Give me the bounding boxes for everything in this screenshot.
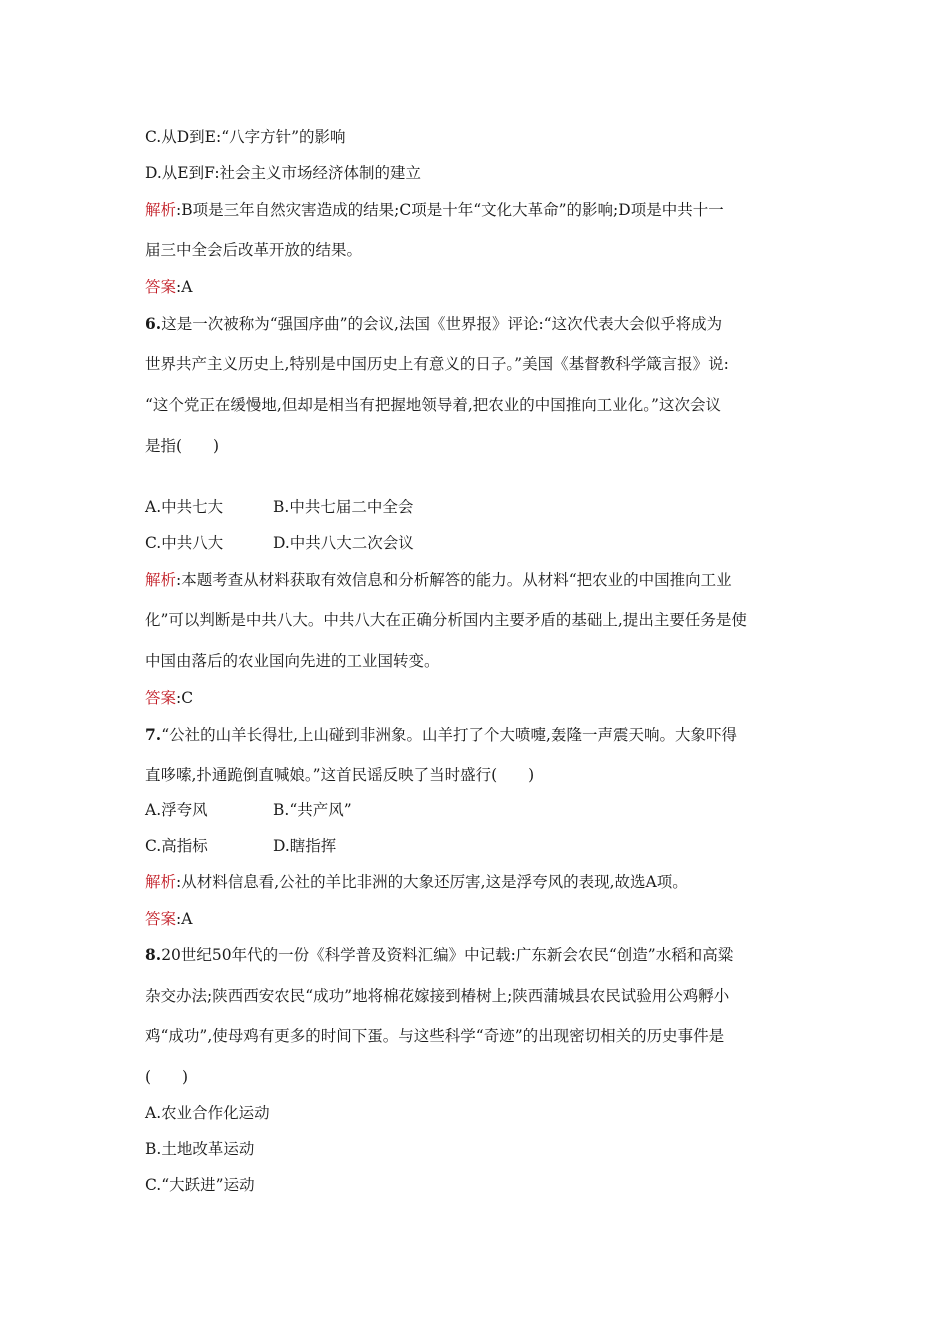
q6-number: 6. (145, 314, 162, 333)
q7-analysis: 解析:从材料信息看,公社的羊比非洲的大象还厉害,这是浮夸风的表现,故选A项。 (145, 873, 688, 891)
q6-stem-line-2: 世界共产主义历史上,特别是中国历史上有意义的日子。”美国《基督教科学箴言报》说: (145, 355, 729, 373)
answer-label: 答案 (145, 689, 177, 707)
q7-answer: 答案:A (145, 910, 193, 928)
q6-option-a: A.中共七大 (145, 498, 224, 516)
q8-stem-line-3: 鸡“成功”,使母鸡有更多的时间下蛋。与这些科学“奇迹”的出现密切相关的历史事件是 (145, 1027, 725, 1045)
q7-stem-line-2: 直哆嗦,扑通跪倒直喊娘。”这首民谣反映了当时盛行( ) (145, 766, 535, 784)
q6-analysis: 解析:本题考查从材料获取有效信息和分析解答的能力。从材料“把农业的中国推向工业 (145, 571, 732, 589)
q6-option-b: B.中共七届二中全会 (273, 498, 414, 516)
q7-option-d: D.瞎指挥 (273, 837, 337, 855)
q7-number: 7. (145, 725, 162, 744)
q6-options-row-1 (145, 496, 815, 518)
q6-analysis-line-3: 中国由落后的农业国向先进的工业国转变。 (145, 652, 440, 670)
q8-stem-line-1: 8.20世纪50年代的一份《科学普及资料汇编》中记载:广东新会农民“创造”水稻和高粱 (145, 945, 734, 964)
prev-option-d: D.从E到F:社会主义市场经济体制的建立 (145, 164, 422, 182)
q6-stem-line-1: 6.这是一次被称为“强国序曲”的会议,法国《世界报》评论:“这次代表大会似乎将成为 (145, 314, 723, 333)
prev-analysis: 解析:B项是三年自然灾害造成的结果;C项是十年“文化大革命”的影响;D项是中共十一 (145, 201, 724, 219)
q6-options-row-2 (145, 532, 815, 554)
q7-options-row-1 (145, 799, 815, 821)
prev-analysis-line-2: 届三中全会后改革开放的结果。 (145, 241, 363, 259)
q8-option-b: B.土地改革运动 (145, 1140, 255, 1158)
prev-option-c: C.从D到E:“八字方针”的影响 (145, 128, 346, 146)
q7-option-b: B.“共产风” (273, 801, 352, 819)
q6-answer: 答案:C (145, 689, 194, 707)
prev-answer: 答案:A (145, 278, 193, 296)
analysis-label: 解析 (145, 571, 177, 589)
answer-label: 答案 (145, 278, 177, 296)
q8-stem-line-2: 杂交办法;陕西西安农民“成功”地将棉花嫁接到椿树上;陕西蒲城县农民试验用公鸡孵小 (145, 987, 730, 1005)
q7-stem-line-1: 7.“公社的山羊长得壮,上山碰到非洲象。山羊打了个大喷嚏,轰隆一声震天响。大象吓得 (145, 725, 737, 744)
q7-options-row-2 (145, 835, 815, 857)
q8-option-a: A.农业合作化运动 (145, 1104, 270, 1122)
q7-option-c: C.高指标 (145, 837, 208, 855)
analysis-label: 解析 (145, 873, 177, 891)
q6-option-c: C.中共八大 (145, 534, 224, 552)
q6-stem-line-3: “这个党正在缓慢地,但却是相当有把握地领导着,把农业的中国推向工业化。”这次会议 (145, 396, 721, 414)
q6-option-d: D.中共八大二次会议 (273, 534, 414, 552)
q8-number: 8. (145, 945, 162, 964)
q6-stem-line-4: 是指( ) (145, 437, 220, 455)
analysis-label: 解析 (145, 201, 177, 219)
q6-analysis-line-2: 化”可以判断是中共八大。中共八大在正确分析国内主要矛盾的基础上,提出主要任务是使 (145, 611, 747, 629)
q7-option-a: A.浮夸风 (145, 801, 208, 819)
q8-stem-line-4: ( ) (145, 1068, 189, 1086)
answer-label: 答案 (145, 910, 177, 928)
q8-option-c: C.“大跃进”运动 (145, 1176, 255, 1194)
